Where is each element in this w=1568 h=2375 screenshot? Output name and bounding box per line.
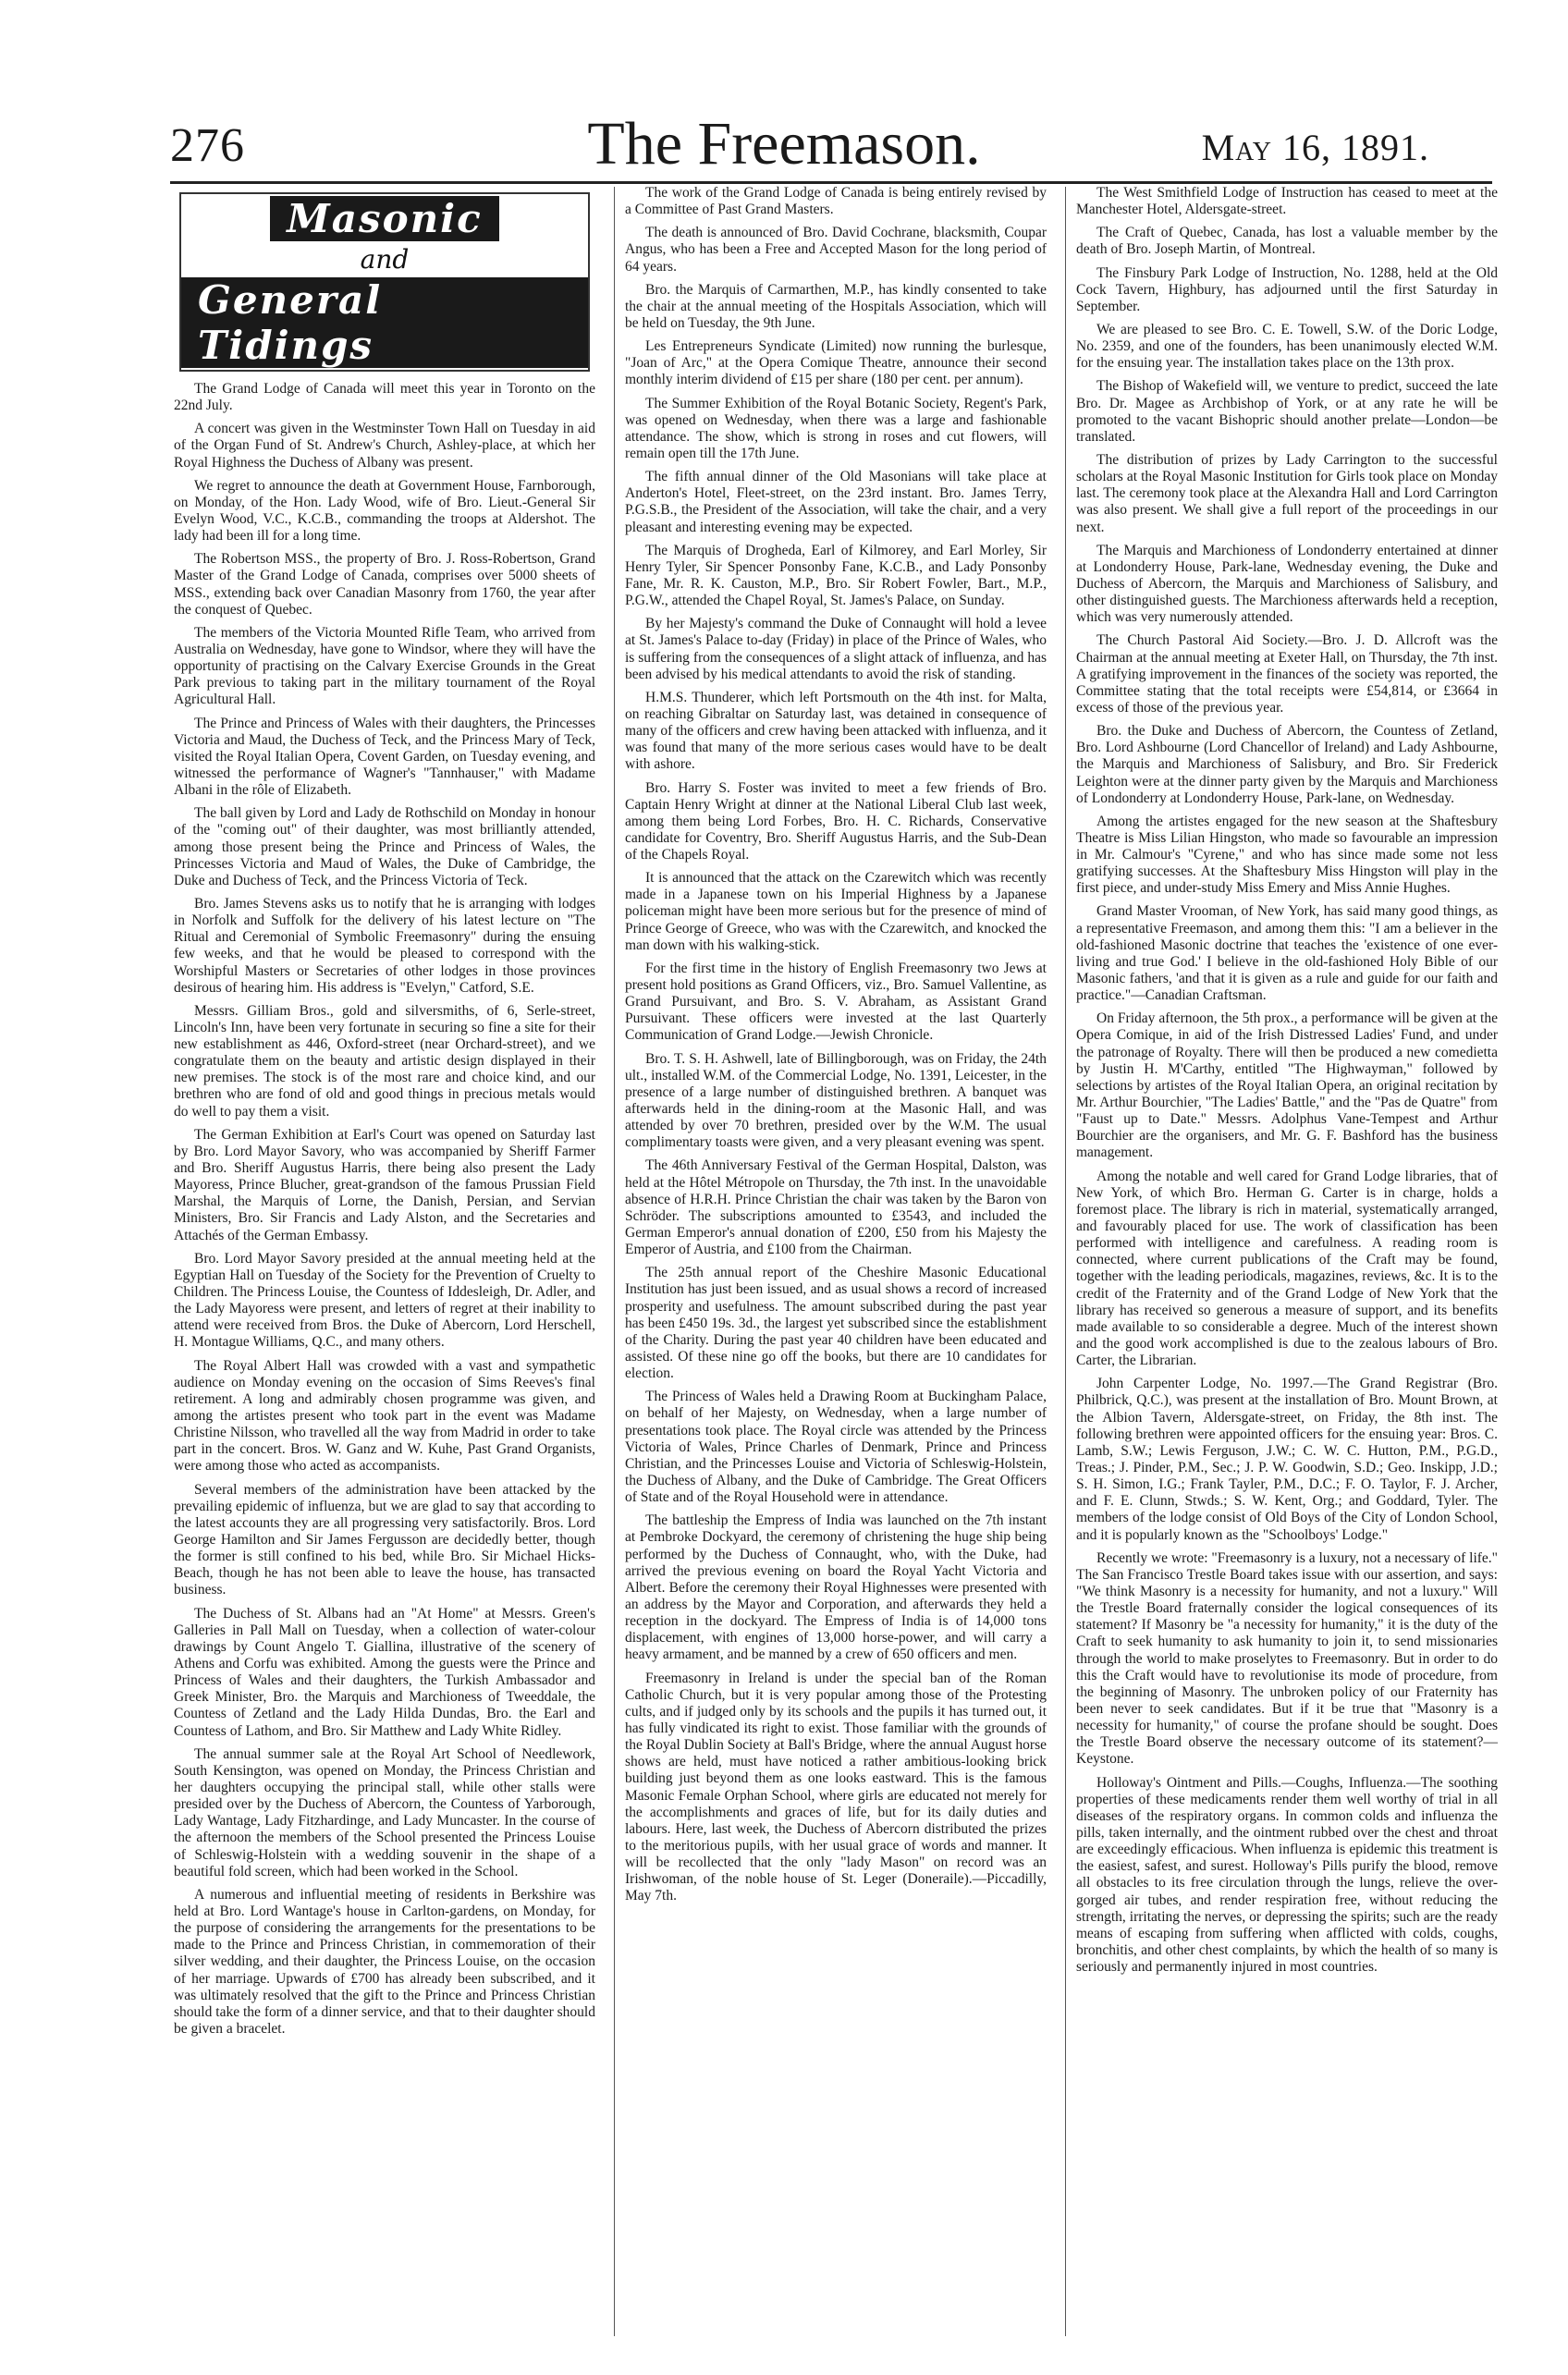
news-paragraph: The Craft of Quebec, Canada, has lost a valuable member by the death of Bro. Joseph Martin, of Montreal. [1076, 225, 1498, 258]
issue-date: May 16, 1891. [1201, 127, 1429, 168]
news-paragraph: H.M.S. Thunderer, which left Portsmouth on the 4th inst. for Malta, on reaching Gibraltar on Saturday last, was detained in consequence of many of the officers and crew having been attacked with influenza, and it was found that many of the more serious cases would have to be dealt with ashore. [625, 689, 1047, 773]
news-paragraph: The Grand Lodge of Canada will meet this year in Toronto on the 22nd July. [174, 381, 595, 414]
news-paragraph: The 25th annual report of the Cheshire Masonic Educational Institution has just been issued, and as usual shows a record of increased prosperity and usefulness. The amount subscribed during the past year has been £450 19s. 3d., the largest yet subscribed since the establishment of the Charity. During the past year 40 children have been educated and assisted. Of these nine go off the books, but there are 10 candidates for election. [625, 1265, 1047, 1382]
news-paragraph: Recently we wrote: "Freemasonry is a luxury, not a necessary of life." The San Francisco Trestle Board takes issue with our assertion, and says: "We think Masonry is a necessity for humanity, and not a luxury." Will the Trestle Board fraternally consider the logical consequences of its statement? If Masonry be "a necessity for humanity," it is the duty of the Craft to seek humanity to ask humanity to join it, to send missionaries through the world to make proselytes to Freemasonry. But in order to do this the Craft would have to revolutionise its mode of procedure, from the beginning of Masonry. The unbroken policy of our Fraternity has been never to seek candidates. But if it be true that "Masonry is a necessity for humanity," of course the profane should be sought. Does the Trestle Board observe the necessary outcome of its statement?—Keystone. [1076, 1549, 1498, 1768]
news-paragraph: Bro. T. S. H. Ashwell, late of Billingborough, was on Friday, the 24th ult., installed W.M. of the Commercial Lodge, No. 1391, Leicester, in the presence of a large number of distinguished brethren. A banquet was afterwards held in the dining-room at the Masonic Hall, and was attended by over 70 brethren, presided over by the W.M. The usual complimentary toasts were given, and a very pleasant evening was spent. [625, 1050, 1047, 1151]
news-paragraph: The work of the Grand Lodge of Canada is being entirely revised by a Committee of Past Grand Masters. [625, 185, 1047, 218]
section-heading-ornament [179, 192, 590, 372]
news-paragraph: Bro. James Stevens asks us to notify that he is arranging with lodges in Norfolk and Suffolk for the delivery of his latest lecture on "The Ritual and Ceremonial of Symbolic Freemasonry" during the ensuing few weeks, and that he would be pleased to correspond with the Worshipful Masters or Secretaries of other lodges in those provinces desirous of hearing him. His address is "Evelyn," Catford, S.E. [174, 895, 595, 996]
heading-line-3: General Tidings [181, 277, 588, 368]
column-divider [614, 187, 615, 2336]
news-paragraph: Messrs. Gilliam Bros., gold and silversmiths, of 6, Serle-street, Lincoln's Inn, have been very fortunate in securing so fine a site for their new establishment as 446, Oxford-street (near Orchard-street), and we congratulate them on the beauty and artistic design displayed in their new premises. The stock is of the most rare and choice kind, and our brethren who are fond of old and good things in precious metals would do well to pay them a visit. [174, 1002, 595, 1120]
news-paragraph: By her Majesty's command the Duke of Connaught will hold a levee at St. James's Palace to-day (Friday) in place of the Prince of Wales, who is suffering from the consequences of a slight attack of influenza, and has been advised by his medical attendants to avoid the risk of standing. [625, 616, 1047, 682]
news-paragraph: The West Smithfield Lodge of Instruction has ceased to meet at the Manchester Hotel, Aldersgate-street. [1076, 185, 1498, 218]
news-paragraph: The Duchess of St. Albans had an "At Home" at Messrs. Green's Galleries in Pall Mall on Tuesday, when a collection of water-colour drawings by Count Angelo T. Giallina, illustrative of the scenery of Athens and Corfu was exhibited. Among the guests were the Prince and Princess of Wales and their daughters, the Turkish Ambassador and Greek Minister, Bro. the Marquis and Marchioness of Tweeddale, the Countess of Zetland and the Lady Hilda Dundas, Bro. the Earl and Countess of Lathom, and Bro. Sir Matthew and Lady White Ridley. [174, 1605, 595, 1739]
news-paragraph: Holloway's Ointment and Pills.—Coughs, Influenza.—The soothing properties of these medicaments render them well worthy of trial in all diseases of the respiratory organs. In common colds and influenza the pills, taken internally, and the ointment rubbed over the chest and throat are exceedingly efficacious. When influenza is epidemic this treatment is the easiest, safest, and surest. Holloway's Pills purify the blood, remove all obstacles to its free circulation through the lungs, relieve the over-gorged air tubes, and render respiration free, without reducing the strength, irritating the nerves, or depressing the spirits; such are the ready means of escaping from suffering when afflicted with colds, coughs, bronchitis, and other chest complaints, by which the health of so many is seriously and permanently injured in most countries. [1076, 1774, 1498, 1976]
news-paragraph: Among the notable and well cared for Grand Lodge libraries, that of New York, of which Bro. Herman G. Carter is in charge, holds a foremost place. The library is rich in material, systematically arranged, and favourably placed for use. The work of classification has been performed with intelligence and carefulness. A reading room is connected, where current publications of the Craft may be found, together with the leading periodicals, magazines, reviews, &c. It is to the credit of the Fraternity and of the Grand Lodge of New York that the library has received so generous a measure of support, and its benefits made available to so considerable a degree. Much of the interest shown and the good work accomplished is due to the zealous labours of Bro. Carter, the Librarian. [1076, 1168, 1498, 1369]
news-paragraph: The Robertson MSS., the property of Bro. J. Ross-Robertson, Grand Master of the Grand Lodge of Canada, comprises over 5000 sheets of MSS., extending back over Canadian Masonry from 1760, the year after the conquest of Quebec. [174, 551, 595, 618]
news-paragraph: The battleship the Empress of India was launched on the 7th instant at Pembroke Dockyard, the ceremony of christening the huge ship being performed by the Duchess of Connaught, who, with the Duke, had arrived the previous evening on board the Royal Yacht Victoria and Albert. Before the ceremony their Royal Highnesses were presented with an address by the Mayor and Corporation, and afterwards they held a reception in the dockyard. The Empress of India is of 14,000 tons displacement, with engines of 13,000 horse-power, and will carry a heavy armament, and be manned by a crew of 650 officers and men. [625, 1512, 1047, 1663]
news-paragraph: Bro. Lord Mayor Savory presided at the annual meeting held at the Egyptian Hall on Tuesday of the Society for the Prevention of Cruelty to Children. The Princess Louise, the Countess of Iddesleigh, Dr. Adler, and the Lady Mayoress were present, and letters of regret at their inability to attend were received from Bros. the Duke of Abercorn, Lord Herschell, H. Montague Williams, Q.C., and many others. [174, 1250, 595, 1351]
news-paragraph: The Prince and Princess of Wales with their daughters, the Princesses Victoria and Maud, the Duchess of Teck, and the Princess Mary of Teck, visited the Royal Italian Opera, Covent Garden, on Tuesday evening, and witnessed the performance of Wagner's "Tannhauser," with Madame Albani in the rôle of Elizabeth. [174, 715, 595, 799]
masthead [0, 0, 1568, 194]
news-paragraph: On Friday afternoon, the 5th prox., a performance will be given at the Opera Comique, in aid of the Irish Distressed Ladies' Fund, and under the patronage of Royalty. There will then be produced a new comedietta by Justin H. M'Carthy, entitled "The Highwayman," followed by selections by artistes of the Royal Italian Opera, an original recitation by Mr. Arthur Bourchier, "The Ladies' Battle," and the "Pas de Quatre" from "Faust up to Date." Messrs. Adolphus Vane-Tempest and Arthur Bourchier are the organisers, and Mr. G. F. Bashford has the business management. [1076, 1010, 1498, 1161]
news-paragraph: The distribution of prizes by Lady Carrington to the successful scholars at the Royal Masonic Institution for Girls took place on Monday last. The ceremony took place at the Alexandra Hall and Lord Carrington was also present. We shall give a full report of the proceedings in our next. [1076, 451, 1498, 535]
news-paragraph: The Marquis and Marchioness of Londonderry entertained at dinner at Londonderry House, Park-lane, Wednesday evening, the Duke and Duchess of Abercorn, the Marquis and Marchioness of Salisbury, and other distinguished guests. The Marchioness afterwards held a reception, which was very numerously attended. [1076, 542, 1498, 626]
news-paragraph: The Bishop of Wakefield will, we venture to predict, succeed the late Bro. Dr. Magee as Archbishop of York, or at any rate he will be promoted to the vacant Bishopric should another prelate—London—be translated. [1076, 378, 1498, 445]
news-paragraph: Bro. the Duke and Duchess of Abercorn, the Countess of Zetland, Bro. Lord Ashbourne (Lord Chancellor of Ireland) and Lady Ashbourne, the Marquis and Marchioness of Salisbury, and Bro. Sir Frederick Leighton were at the dinner party given by the Marquis and Marchioness of Londonderry at Londonderry House, Park-lane, on Wednesday. [1076, 723, 1498, 806]
column-1 [174, 185, 595, 2334]
heading-line-2: and [360, 244, 410, 275]
news-paragraph: The Finsbury Park Lodge of Instruction, No. 1288, held at the Old Cock Tavern, Highbury, has adjourned until the first Saturday in September. [1076, 264, 1498, 314]
news-paragraph: John Carpenter Lodge, No. 1997.—The Grand Registrar (Bro. Philbrick, Q.C.), was present at the installation of Bro. Mount Brown, at the Albion Tavern, Aldersgate-street, on Friday, the 8th inst. The following brethren were appointed officers for the ensuing year: Bros. C. Lamb, S.W.; Lewis Ferguson, J.W.; C. W. C. Hutton, P.M., P.G.D., Treas.; J. Pinder, P.M., Sec.; J. P. W. Goodwin, S.D.; Geo. Inskipp, J.D.; S. H. Simon, I.G.; Frank Tayler, P.M., D.C.; F. O. Taylor, F. J. Archer, and F. E. Clunn, Stwds.; S. W. Kent, Org.; and Goddard, Tyler. The members of the lodge consist of Old Boys of the City of London School, and it is popularly known as the "Schoolboys' Lodge." [1076, 1376, 1498, 1543]
news-paragraph: It is announced that the attack on the Czarewitch which was recently made in a Japanese town on his Imperial Highness by a Japanese policeman might have been more serious but for the presence of mind of Prince George of Greece, who was with the Czarewitch, and knocked the man down with his walking-stick. [625, 870, 1047, 953]
news-paragraph: Les Entrepreneurs Syndicate (Limited) now running the burlesque, "Joan of Arc," at the Opera Comique Theatre, announce their second monthly interim dividend of £15 per share (180 per cent. per annum). [625, 338, 1047, 388]
news-paragraph: We are pleased to see Bro. C. E. Towell, S.W. of the Doric Lodge, No. 2359, and one of the founders, has been unanimously elected W.M. for the ensuing year. The installation takes place on the 13th prox. [1076, 321, 1498, 372]
news-paragraph: Bro. Harry S. Foster was invited to meet a few friends of Bro. Captain Henry Wright at dinner at the National Liberal Club last week, among them being Lord Forbes, Bro. H. C. Richards, Conservative candidate for Coventry, Bro. Sheriff Augustus Harris, and the Sub-Dean of the Chapels Royal. [625, 779, 1047, 863]
news-paragraph: A concert was given in the Westminster Town Hall on Tuesday in aid of the Organ Fund of St. Andrew's Church, Ashley-place, at which her Royal Highness the Duchess of Albany was present. [174, 421, 595, 471]
news-paragraph: The members of the Victoria Mounted Rifle Team, who arrived from Australia on Wednesday, have gone to Windsor, where they will have the opportunity of practising on the Calvary Exercise Grounds in the Great Park previous to taking part in the military tournament of the Royal Agricultural Hall. [174, 624, 595, 708]
column-divider [1065, 187, 1066, 2336]
news-paragraph: The ball given by Lord and Lady de Rothschild on Monday in honour of the "coming out" of their daughter, was most brilliantly attended, among those present being the Prince and Princess of Wales, the Princesses Victoria and Maud of Wales, the Duke of Cambridge, the Duke and Duchess of Teck, and the Princess Victoria of Teck. [174, 805, 595, 888]
news-paragraph: We regret to announce the death at Government House, Farnborough, on Monday, of the Hon. Lady Wood, wife of Bro. Lieut.-General Sir Evelyn Wood, V.C., K.C.B., commanding the troops at Aldershot. The lady had been ill for a long time. [174, 477, 595, 545]
news-paragraph: The Princess of Wales held a Drawing Room at Buckingham Palace, on behalf of her Majesty, on Wednesday, when a large number of presentations took place. The Royal circle was attended by the Princess Victoria of Wales, Prince Charles of Denmark, Prince and Princess Christian, and the Princesses Louise and Victoria of Schleswig-Holstein, the Duchess of Albany, and the Duke of Cambridge. The Great Officers of State and of the Royal Household were in attendance. [625, 1389, 1047, 1506]
news-paragraph: For the first time in the history of English Freemasonry two Jews at present hold positions as Grand Officers, viz., Bro. Samuel Vallentine, as Grand Pursuivant, and Bro. S. V. Abraham, as Assistant Grand Pursuivant. These officers were invested at the last Quarterly Communication of Grand Lodge.—Jewish Chronicle. [625, 960, 1047, 1044]
news-paragraph: The Summer Exhibition of the Royal Botanic Society, Regent's Park, was opened on Wednesday, when there was a large and fashionable attendance. The show, which is strong in roses and cut flowers, will remain open till the 17th June. [625, 395, 1047, 461]
paper-title: The Freemason. [587, 110, 981, 178]
news-paragraph: The Marquis of Drogheda, Earl of Kilmorey, and Earl Morley, Sir Henry Tyler, Sir Spencer Ponsonby Fane, K.C.B., and Lady Ponsonby Fane, Mr. R. K. Causton, M.P., Bro. Sir Robert Fowler, Bart., M.P., P.G.W., attended the Chapel Royal, St. James's Palace, on Sunday. [625, 542, 1047, 609]
news-paragraph: The 46th Anniversary Festival of the German Hospital, Dalston, was held at the Hôtel Métropole on Thursday, the 7th inst. In the unavoidable absence of H.R.H. Prince Christian the chair was taken by the Baron von Schröder. The subscriptions amounted to £3543, and included the German Emperor's annual donation of £200, £50 from his Majesty the Emperor of Austria, and £100 from the Chairman. [625, 1157, 1047, 1258]
news-paragraph: Among the artistes engaged for the new season at the Shaftesbury Theatre is Miss Lilian Hingston, who made so favourable an impression in Mr. Calmour's "Cyrene," and who has since made some not less gratifying successes. At the Shaftesbury Miss Hingston will play in the first piece, and under-study Miss Emery and Miss Annie Hughes. [1076, 813, 1498, 897]
column-3 [1076, 185, 1498, 2334]
heading-line-1: Masonic [270, 196, 498, 241]
news-paragraph: The fifth annual dinner of the Old Masonians will take place at Anderton's Hotel, Fleet-street, on the 23rd instant. Bro. James Terry, P.G.S.B., the President of the Association, will take the chair, and a very pleasant and interesting evening may be expected. [625, 469, 1047, 535]
news-paragraph: Several members of the administration have been attacked by the prevailing epidemic of influenza, but we are glad to say that according to the latest accounts they are all progressing very satisfactorily. Bros. Lord George Hamilton and Sir James Fergusson are decidedly better, though the former is still confined to his bed, while Bro. Sir Michael Hicks-Beach, though he has not been able to leave the house, has transacted business. [174, 1481, 595, 1598]
news-paragraph: A numerous and influential meeting of residents in Berkshire was held at Bro. Lord Wantage's house in Carlton-gardens, on Monday, for the purpose of considering the arrangements for the presentations to be made to the Prince and Princess Christian, in commemoration of their silver wedding, and their daughter, the Princess Louise, on the occasion of her marriage. Upwards of £700 has already been subscribed, and it was ultimately resolved that the gift to the Prince and Princess Christian should take the form of a dinner service, and that to their daughter should be given a bracelet. [174, 1886, 595, 2037]
news-paragraph: Bro. the Marquis of Carmarthen, M.P., has kindly consented to take the chair at the annual meeting of the Hospitals Association, which will be held on Tuesday, the 9th June. [625, 281, 1047, 331]
masthead-rule [170, 181, 1492, 184]
news-paragraph: The German Exhibition at Earl's Court was opened on Saturday last by Bro. Lord Mayor Savory, who was accompanied by Sheriff Farmer and Bro. Sheriff Augustus Harris, there being also present the Lady Mayoress, Prince Blucher, great-grandson of the famous Prussian Field Marshal, the Marquis of Lorne, the Danish, Persian, and Servian Ministers, Bro. Sir Francis and Lady Alston, and the Secretaries and Attachés of the German Embassy. [174, 1126, 595, 1243]
news-paragraph: The annual summer sale at the Royal Art School of Needlework, South Kensington, was opened on Monday, the Princess Christian and her daughters occupying the principal stall, while other stalls were presided over by the Duchess of Abercorn, the Countess of Yarborough, Lady Wantage, Lady Fitzhardinge, and Lady Muncaster. In the course of the afternoon the members of the School presented the Princess Louise of Schleswig-Holstein with a wedding souvenir in the shape of a beautiful fold screen, which had been worked in the School. [174, 1745, 595, 1879]
news-paragraph: Grand Master Vrooman, of New York, has said many good things, as a representative Freemason, and among them this: "I am a believer in the old-fashioned Masonic doctrine that teaches the 'existence of one ever-living and true God.' I believe in the old-fashioned Holy Bible of our Masonic fathers, 'and that it is given as a rule and guide for our faith and practice."—Canadian Craftsman. [1076, 903, 1498, 1004]
news-paragraph: The Church Pastoral Aid Society.—Bro. J. D. Allcroft was the Chairman at the annual meeting at Exeter Hall, on Thursday, the 7th inst. A gratifying improvement in the finances of the society was reported, the Committee stating that the total receipts were £54,814, or £3664 in excess of those of the previous year. [1076, 632, 1498, 716]
page-number: 276 [170, 119, 245, 172]
news-paragraph: The Royal Albert Hall was crowded with a vast and sympathetic audience on Monday evening on the occasion of Sims Reeves's final retirement. A long and admirably chosen programme was given, and among the artistes present who took part in the event was Madame Christine Nilsson, who travelled all the way from Madrid in order to take part in the concert. Bros. W. Ganz and W. Kuhe, Past Grand Organists, were among those who acted as accompanists. [174, 1357, 595, 1475]
news-paragraph: The death is announced of Bro. David Cochrane, blacksmith, Coupar Angus, who has been a Free and Accepted Mason for the long period of 64 years. [625, 225, 1047, 275]
news-paragraph: Freemasonry in Ireland is under the special ban of the Roman Catholic Church, but it is very popular among those of the Protesting cults, and if judged only by its schools and the pupils it has turned out, it has fully vindicated its right to exist. Those familiar with the grounds of the Royal Dublin Society at Ball's Bridge, where the annual August horse shows are held, must have noticed a rather ambitious-looking brick building just beyond them as one looks eastward. This is the famous Masonic Female Orphan School, where girls are educated not merely for the accomplishments and graces of life, but for its daily duties and labours. Here, last week, the Duchess of Abercorn distributed the prizes to the meritorious pupils, with her usual grace of words and manner. It will be recollected that the only "lady Mason" on record was an Irishwoman, of the noble house of St. Leger (Doneraile).—Piccadilly, May 7th. [625, 1670, 1047, 1904]
column-2 [625, 185, 1047, 2334]
